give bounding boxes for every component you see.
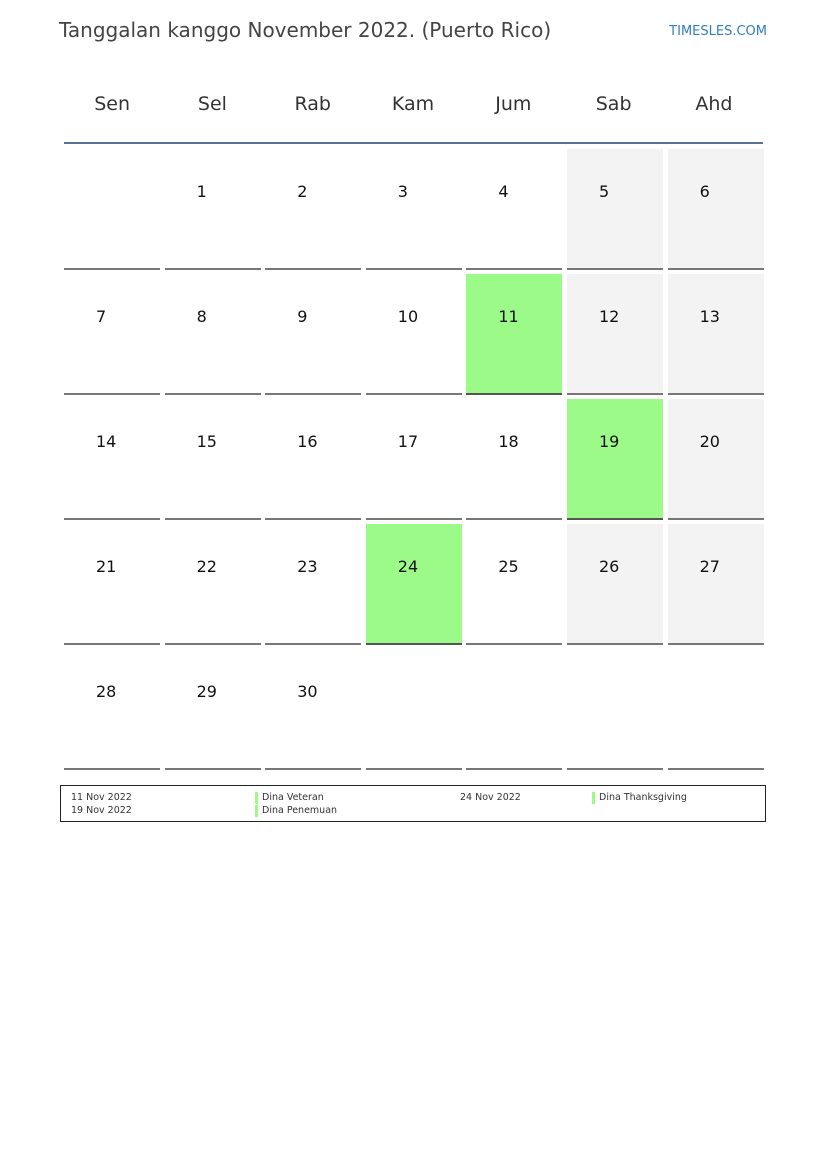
- day-number: 17: [397, 432, 419, 451]
- day-cell: [165, 274, 261, 395]
- day-cell: [165, 649, 261, 770]
- day-cell-weekend: [668, 524, 764, 645]
- day-cell: [64, 649, 160, 770]
- weekday-label: Sel: [197, 93, 227, 115]
- day-cell-holiday: [567, 399, 663, 520]
- day-number: 26: [598, 557, 620, 576]
- calendar-week: [64, 274, 764, 395]
- day-number: 24: [397, 557, 419, 576]
- day-cell: [366, 274, 462, 395]
- holiday-name: Dina Thanksgiving: [592, 792, 687, 803]
- day-number: 16: [297, 432, 318, 451]
- day-cell-empty: [466, 649, 562, 770]
- day-number: 18: [498, 432, 519, 451]
- day-cell: [64, 399, 160, 520]
- day-cell-weekend: [567, 274, 663, 395]
- day-cell-empty: [668, 649, 764, 770]
- day-number: 3: [397, 182, 408, 201]
- day-cell-empty: [567, 649, 663, 770]
- day-cell: [165, 149, 261, 270]
- calendar-week: [64, 649, 764, 770]
- day-cell: [64, 274, 160, 395]
- day-number: 20: [699, 432, 720, 451]
- day-cell: [466, 524, 562, 645]
- day-number: 5: [598, 182, 610, 201]
- day-number: 30: [297, 682, 318, 701]
- weekday-label: Ahd: [695, 93, 733, 115]
- day-cell-empty: [366, 649, 462, 770]
- day-cell: [265, 149, 361, 270]
- weekday-label: Sen: [94, 93, 131, 115]
- day-number: 21: [96, 557, 117, 576]
- calendar-grid: [64, 149, 764, 774]
- day-number: 1: [196, 182, 207, 201]
- weekday-label: Jum: [495, 93, 532, 115]
- day-cell-weekend: [668, 149, 764, 270]
- header-divider: [64, 142, 763, 144]
- day-cell: [165, 524, 261, 645]
- day-number: 22: [196, 557, 217, 576]
- day-number: 8: [196, 307, 207, 326]
- day-cell: [366, 399, 462, 520]
- day-cell: [165, 399, 261, 520]
- day-cell: [265, 399, 361, 520]
- day-number: 6: [699, 182, 710, 201]
- day-cell-weekend: [668, 399, 764, 520]
- holiday-date: 11 Nov 2022: [71, 792, 132, 803]
- day-number: 9: [297, 307, 308, 326]
- day-number: 4: [498, 182, 509, 201]
- day-cell: [64, 524, 160, 645]
- day-cell-weekend: [567, 524, 663, 645]
- calendar-week: [64, 149, 764, 270]
- calendar-week: [64, 524, 764, 645]
- holiday-name: Dina Veteran: [255, 792, 324, 803]
- day-cell-empty: [64, 149, 160, 270]
- day-cell: [265, 524, 361, 645]
- day-number: 23: [297, 557, 318, 576]
- day-number: 7: [96, 307, 107, 326]
- day-cell-holiday: [466, 274, 562, 395]
- day-cell-holiday: [366, 524, 462, 645]
- weekday-label: Rab: [294, 93, 331, 115]
- day-number: 28: [96, 682, 117, 701]
- day-number: 14: [96, 432, 117, 451]
- day-number: 15: [196, 432, 217, 451]
- day-cell-weekend: [668, 274, 764, 395]
- day-number: 11: [498, 307, 519, 326]
- day-number: 12: [598, 307, 620, 326]
- calendar-week: [64, 399, 764, 520]
- weekday-header: [62, 90, 764, 118]
- day-cell: [265, 274, 361, 395]
- day-number: 13: [699, 307, 720, 326]
- site-link[interactable]: TIMESLES.COM: [669, 24, 767, 39]
- holiday-legend: [60, 785, 766, 822]
- day-number: 19: [598, 432, 620, 451]
- day-number: 2: [297, 182, 308, 201]
- holiday-date: 24 Nov 2022: [460, 792, 521, 803]
- day-cell: [366, 149, 462, 270]
- day-cell: [265, 649, 361, 770]
- day-cell: [466, 149, 562, 270]
- weekday-label: Sab: [595, 93, 632, 115]
- holiday-name: Dina Penemuan: [255, 805, 337, 816]
- day-cell: [466, 399, 562, 520]
- day-number: 27: [699, 557, 720, 576]
- day-cell-weekend: [567, 149, 663, 270]
- day-number: 29: [196, 682, 217, 701]
- holiday-date: 19 Nov 2022: [71, 805, 132, 816]
- day-number: 10: [397, 307, 419, 326]
- day-number: 25: [498, 557, 519, 576]
- page-title: Tanggalan kanggo November 2022. (Puerto Rico): [59, 18, 552, 42]
- weekday-label: Kam: [391, 93, 435, 115]
